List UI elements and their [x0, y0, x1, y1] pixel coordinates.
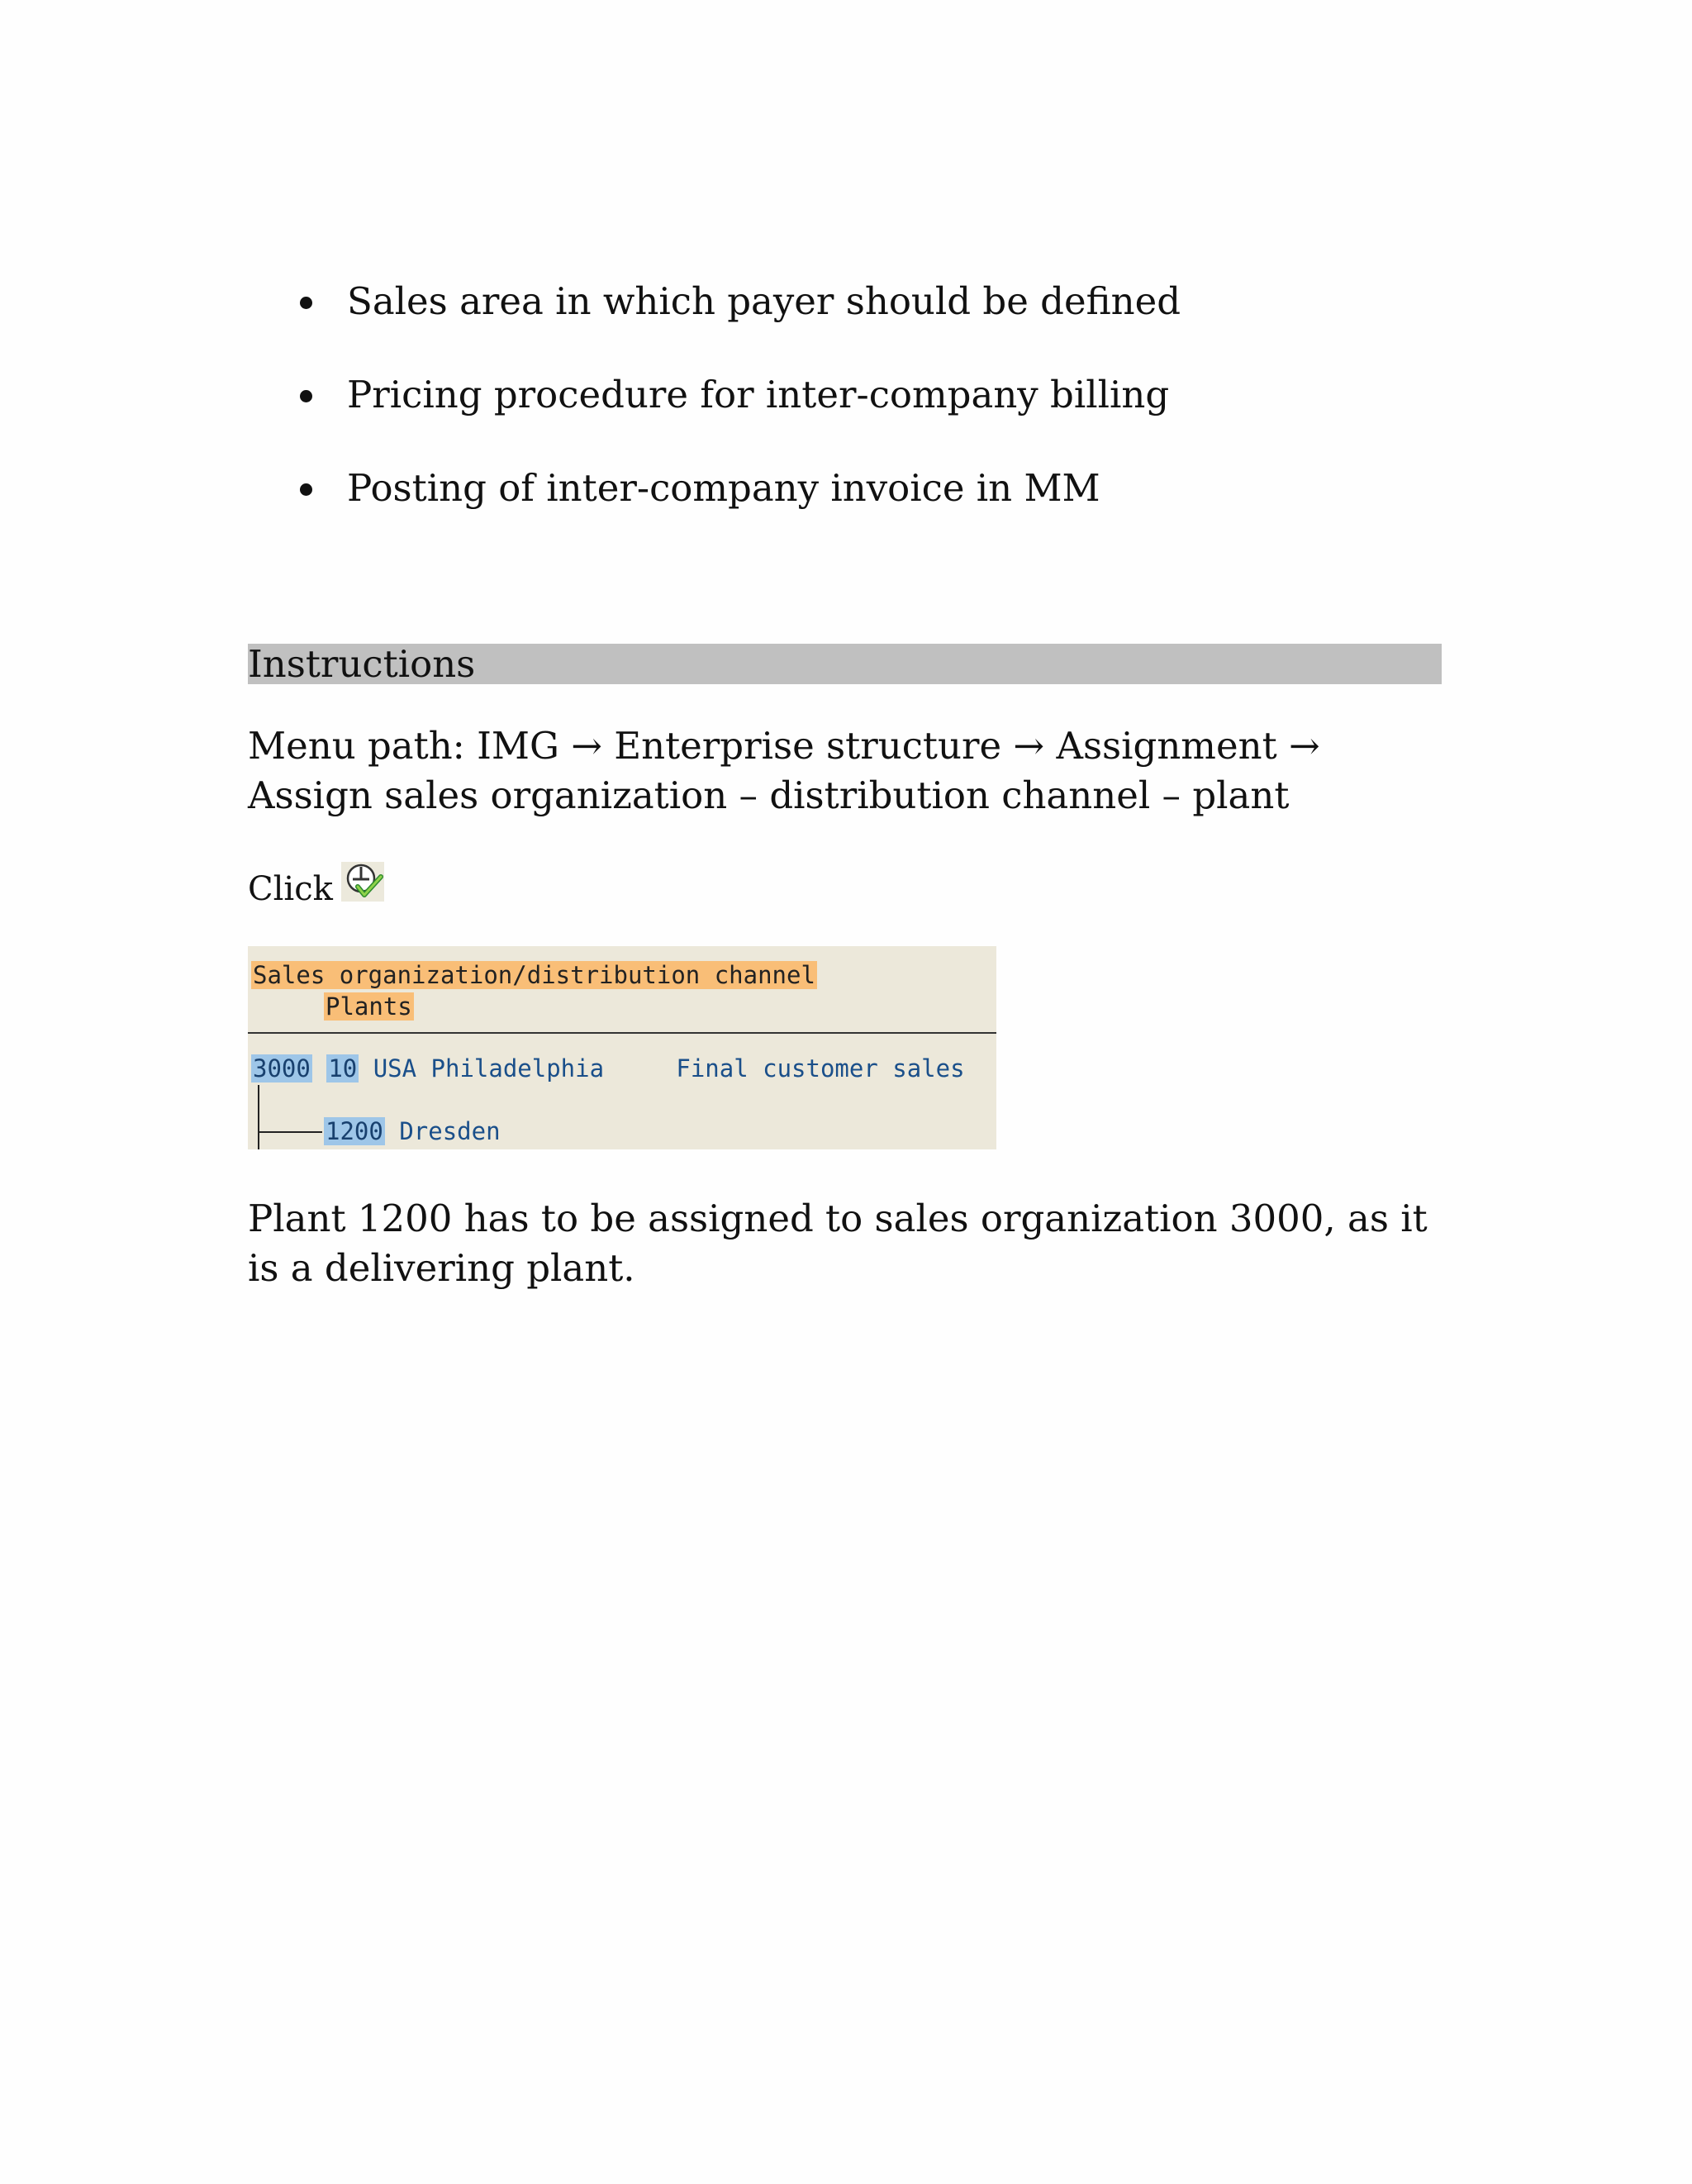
sap-plant-code[interactable]: 1200 [326, 1117, 383, 1145]
menu-path [248, 721, 1471, 821]
sap-plant-name: Dresden [399, 1117, 501, 1145]
sap-header-row2 [324, 992, 414, 1021]
sap-divider [248, 1032, 996, 1034]
sap-plant-row[interactable] [324, 1116, 501, 1146]
sap-assignment-screen [248, 946, 996, 1149]
sap-header-plants: Plants [326, 992, 412, 1021]
tree-connector-horizontal [258, 1131, 322, 1133]
bullet-dot [300, 390, 312, 402]
check-icon[interactable] [341, 862, 384, 902]
bullet-dot [300, 483, 312, 496]
bullet-text: Sales area in which payer should be defined [347, 279, 1181, 323]
sap-header-row1 [251, 960, 817, 990]
click-label: Click [248, 870, 333, 908]
sap-sales-org-name: USA Philadelphia [373, 1054, 605, 1082]
sap-header-sales-org-dist-channel: Sales organization/distribution channel [253, 961, 815, 989]
sap-sales-org-code[interactable]: 3000 [253, 1054, 311, 1082]
bullet-item [248, 277, 1487, 326]
menu-path-line1: Menu path: IMG → Enterprise structure → Assignment → [248, 724, 1320, 768]
sap-dist-channel-name: Final customer sales [676, 1054, 965, 1082]
tree-connector-vertical [258, 1085, 259, 1149]
bullet-text: Posting of inter-company invoice in MM [347, 466, 1100, 510]
sap-sales-org-row[interactable] [251, 1054, 965, 1083]
instructions-heading: Instructions [248, 644, 1442, 684]
menu-path-line2: Assign sales organization – distribution channel – plant [248, 773, 1290, 817]
bullet-list [248, 277, 1487, 557]
bullet-item [248, 370, 1487, 420]
bullet-text: Pricing procedure for inter-company billing [347, 373, 1170, 416]
sap-dist-channel-code[interactable]: 10 [328, 1054, 358, 1082]
bullet-item [248, 464, 1487, 513]
bullet-dot [300, 297, 312, 309]
conclusion-text: Plant 1200 has to be assigned to sales organization 3000, as it is a delivering plant. [248, 1197, 1428, 1290]
